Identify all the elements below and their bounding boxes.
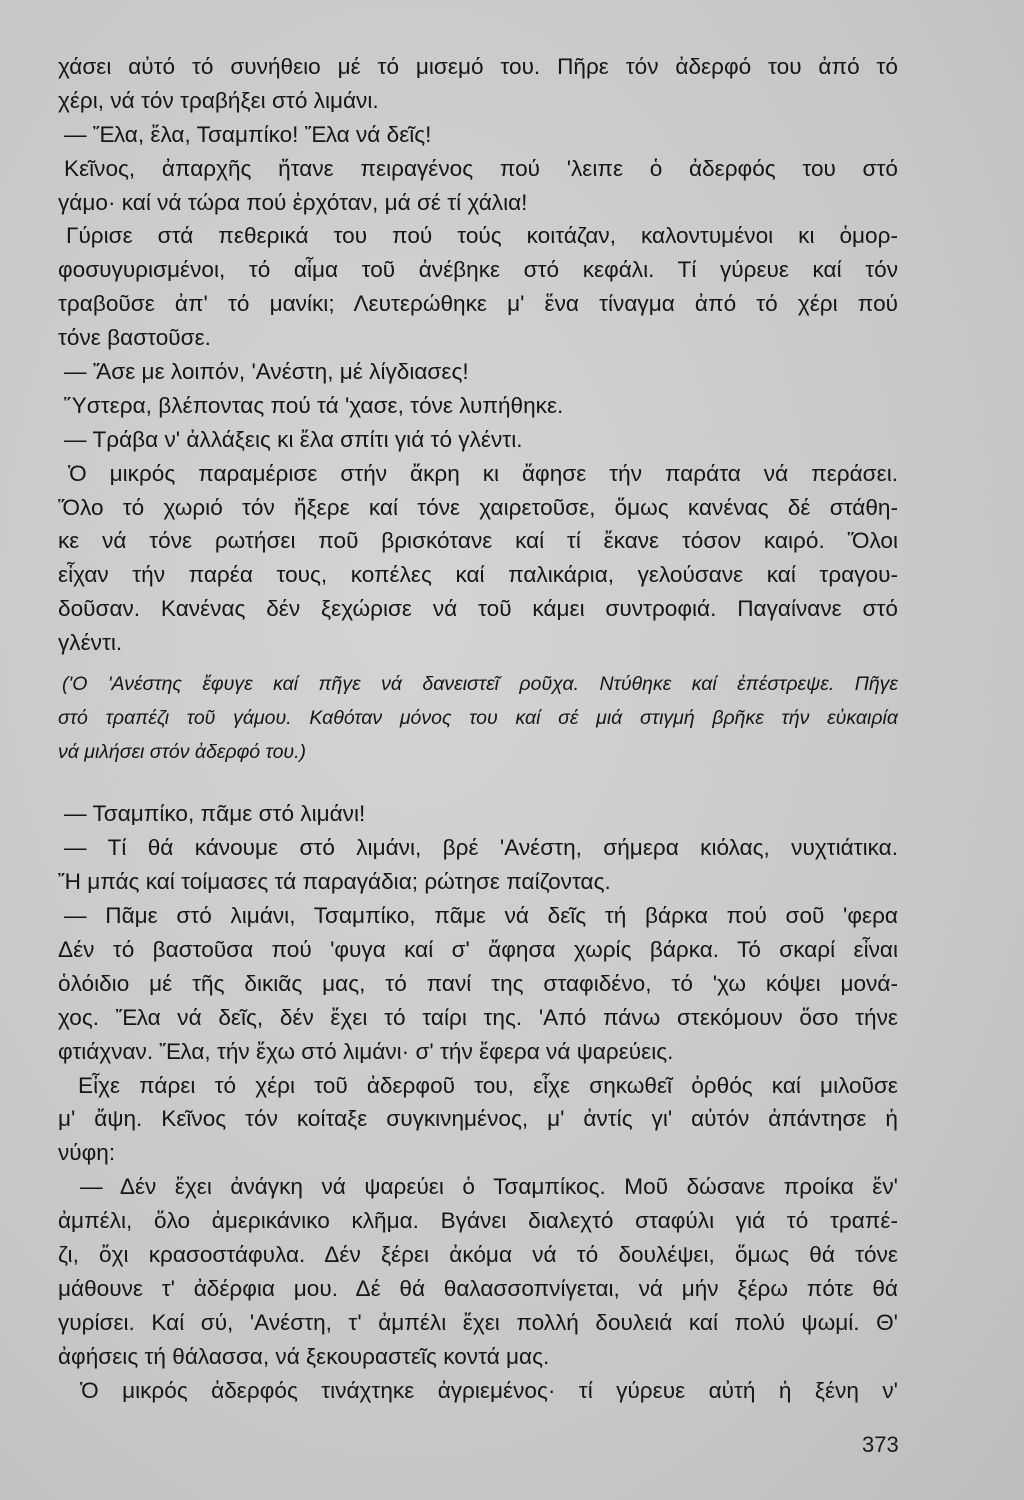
- text-line: — Δέν ἔχει ἀνάγκη νά ψαρεύει ὁ Τσαμπίκος. Μοῦ δώσανε προίκα ἔν': [80, 1174, 898, 1200]
- text-line: Ὕστερα, βλέποντας πού τά 'χασε, τόνε λυπήθηκε.: [64, 392, 564, 418]
- page-number: 373: [862, 1432, 899, 1457]
- text-line: — Ἄσε με λοιπόν, 'Ανέστη, μέ λίγδιασες!: [64, 359, 469, 385]
- text-line: — Πᾶμε στό λιμάνι, Τσαμπίκο, πᾶμε νά δεῖς τή βάρκα πού σοῦ 'φερα: [64, 903, 898, 929]
- text-line: Γύρισε στά πεθερικά του πού τούς κοιτάζαν, καλοντυμένοι κι ὁμορ-: [66, 223, 898, 249]
- text-line: Ἤ μπάς καί τοίμασες τά παραγάδια; ρώτησε παίζοντας.: [58, 869, 611, 895]
- text-line: χος. Ἔλα νά δεῖς, δέν ἔχει τό ταίρι της. 'Από πάνω στεκόμουν ὅσο τήνε: [58, 1004, 898, 1030]
- text-line: γάμο· καί νά τώρα πού ἐρχόταν, μά σέ τί χάλια!: [58, 189, 528, 215]
- text-line: Ὁ μικρός παραμέρισε στήν ἄκρη κι ἄφησε τήν παράτα νά περάσει.: [68, 460, 898, 486]
- text-line: χάσει αὐτό τό συνήθειο μέ τό μισεμό του. Πῆρε τόν ἀδερφό του ἀπό τό: [58, 54, 898, 79]
- text-line: Κεῖνος, ἀπαρχῆς ἤτανε πειραγένος πού 'λειπε ὁ ἀδερφός του στό: [64, 155, 898, 181]
- text-line: δοῦσαν. Κανένας δέν ξεχώρισε νά τοῦ κάμει συντροφιά. Παγαίνανε στό: [58, 596, 898, 622]
- text-line: — Τσαμπίκο, πᾶμε στό λιμάνι!: [64, 801, 366, 827]
- text-line: τραβοῦσε ἀπ' τό μανίκι; Λευτερώθηκε μ' ἕνα τίναγμα ἀπό τό χέρι πού: [58, 291, 898, 317]
- text-line: Ὅλο τό χωριό τόν ἤξερε καί τόνε χαιρετοῦσε, ὅμως κανένας δέ στάθη-: [58, 494, 898, 520]
- text-line: γλέντι.: [58, 630, 123, 656]
- text-line: — Τί θά κάνουμε στό λιμάνι, βρέ 'Ανέστη, σήμερα κιόλας, νυχτιάτικα.: [64, 835, 898, 861]
- text-line: φοσυγυρισμένοι, τό αἷμα τοῦ ἀνέβηκε στό κεφάλι. Τί γύρευε καί τόν: [58, 257, 898, 283]
- editorial-note: [58, 668, 898, 769]
- text-line: — Ἔλα, ἔλα, Τσαμπίκο! Ἔλα νά δεῖς!: [64, 121, 432, 147]
- text-line: ὁλόιδιο μέ τῆς δικιᾶς μας, τό πανί της σταφιδένο, τό 'χω κόψει μονά-: [58, 970, 898, 996]
- text-line: Δέν τό βαστοῦσα πού 'φυγα καί σ' ἄφησα χωρίς βάρκα. Τό σκαρί εἶναι: [58, 936, 898, 962]
- text-line: χέρι, νά τόν τραβήξει στό λιμάνι.: [58, 87, 379, 113]
- text-line: Εἶχε πάρει τό χέρι τοῦ ἀδερφοῦ του, εἶχε σηκωθεῖ ὀρθός καί μιλοῦσε: [78, 1072, 898, 1098]
- note-line: στό τραπέζι τοῦ γάμου. Καθόταν μόνος του καί σέ μιά στιγμή βρῆκε τήν εὐκαιρία: [58, 706, 898, 729]
- text-line: ἀφήσεις τή θάλασσα, νά ξεκουραστεῖς κοντά μας.: [58, 1343, 550, 1369]
- text-line: — Τράβα ν' ἀλλάξεις κι ἔλα σπίτι γιά τό γλέντι.: [64, 426, 523, 452]
- text-line: μ' ἄψη. Κεῖνος τόν κοίταξε συγκινημένος, μ' ἀντίς γι' αὐτόν ἀπάντησε ἡ: [58, 1106, 898, 1132]
- text-block-bottom: [58, 797, 898, 1407]
- text-line: τόνε βαστοῦσε.: [58, 325, 211, 351]
- text-line: κε νά τόνε ρωτήσει ποῦ βρισκότανε καί τί ἔκανε τόσον καιρό. Ὅλοι: [58, 528, 898, 554]
- text-line: φτιάχναν. Ἔλα, τήν ἔχω στό λιμάνι· σ' τήν ἔφερα νά ψαρεύεις.: [58, 1038, 674, 1064]
- text-line: εἶχαν τήν παρέα τους, κοπέλες καί παλικάρια, γελούσανε καί τραγου-: [58, 562, 898, 588]
- text-line: γυρίσει. Καί σύ, 'Ανέστη, τ' ἀμπέλι ἔχει πολλή δουλειά καί πολύ ψωμί. Θ': [58, 1309, 898, 1335]
- text-line: μάθουνε τ' ἀδέρφια μου. Δέ θά θαλασσοπνίγεται, νά μήν ξέρω πότε θά: [58, 1275, 898, 1301]
- text-block-top: [58, 50, 898, 660]
- text-line: Ὁ μικρός ἀδερφός τινάχτηκε ἀγριεμένος· τί γύρευε αὐτή ἡ ξένη ν': [80, 1377, 898, 1403]
- text-line: ἀμπέλι, ὅλο ἀμερικάνικο κλῆμα. Βγάνει διαλεχτό σταφύλι γιά τό τραπέ-: [58, 1208, 898, 1234]
- text-line: νύφη:: [58, 1140, 116, 1166]
- text-line: ζι, ὄχι κρασοστάφυλα. Δέν ξέρει ἀκόμα νά τό δουλέψει, ὅμως θά τόνε: [58, 1242, 898, 1267]
- note-line: νά μιλήσει στόν ἀδερφό του.): [58, 740, 307, 763]
- note-line: ('Ο 'Ανέστης ἔφυγε καί πῆγε νά δανειστεῖ ροῦχα. Ντύθηκε καί ἐπέστρεψε. Πῆγε: [62, 673, 898, 696]
- book-page: [58, 50, 898, 1407]
